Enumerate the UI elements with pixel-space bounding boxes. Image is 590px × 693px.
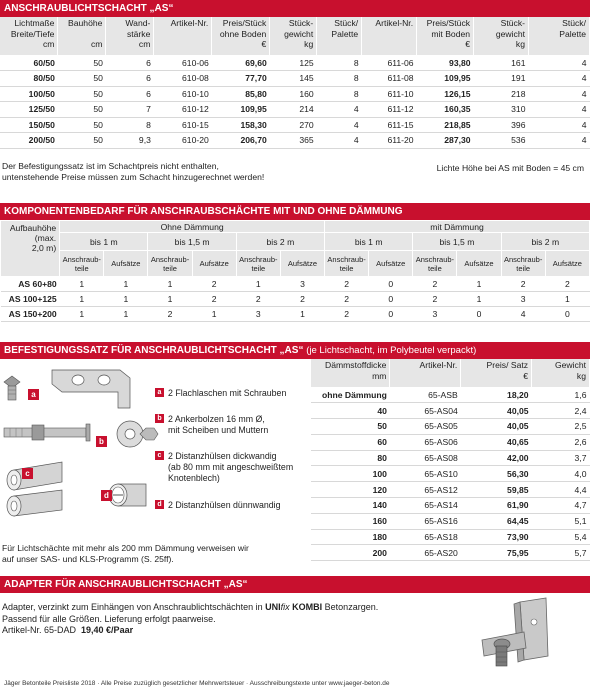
marker-d: d — [101, 490, 112, 501]
table-cell: 100/50 — [0, 86, 58, 102]
table-cell: 4 — [317, 133, 362, 149]
fastening-kit-illustration — [0, 362, 160, 527]
table-cell: 287,30 — [417, 133, 474, 149]
table-cell: 1 — [104, 292, 148, 307]
table-cell: 80/50 — [0, 71, 58, 87]
table-row — [311, 450, 590, 466]
table-cell: 2 — [501, 277, 545, 292]
table-cell: 191 — [474, 71, 529, 87]
table-row — [311, 513, 590, 529]
table-cell: 3 — [413, 307, 457, 322]
table-cell: 611-20 — [362, 133, 417, 149]
table-cell: 2 — [192, 292, 236, 307]
table-cell: 1 — [104, 307, 148, 322]
table-cell: 80 — [311, 450, 390, 466]
sub-header-anschraubteile: Anschraub- teile — [501, 251, 545, 277]
table-row — [311, 434, 590, 450]
table-cell: 200/50 — [0, 133, 58, 149]
table-cell: 365 — [270, 133, 317, 149]
table-row — [311, 419, 590, 435]
table-row — [311, 529, 590, 545]
footer: Jäger Betonteile Preisliste 2018 · Alle Preise zuzüglich gesetzlicher Mehrwertsteuer · Ausschreibungstexte unter www.jaeger-beton.de — [4, 680, 390, 687]
row-label: AS 60+80 — [1, 277, 60, 292]
table-cell: 4 — [529, 102, 590, 118]
table-cell: 7 — [106, 102, 154, 118]
column-header: Preis/Stück mit Boden € — [417, 17, 474, 55]
table-cell: 65-AS08 — [390, 450, 461, 466]
table-cell: 310 — [474, 102, 529, 118]
table-cell: 93,80 — [417, 55, 474, 71]
table-cell: 65-AS10 — [390, 466, 461, 482]
table-cell: 9,3 — [106, 133, 154, 149]
table-cell: 5,7 — [532, 545, 590, 561]
adapter-description: Adapter, verzinkt zum Einhängen von Anschraublichtschächten in UNIfix KOMBI Betonzargen. Passend für alle Größen. Lieferung erfolgt paarweise. Artikel-Nr. 65-DAD 19,40 €/Paar — [2, 602, 379, 635]
table-cell: 4 — [529, 55, 590, 71]
table-cell: 611-10 — [362, 86, 417, 102]
components-table — [0, 220, 590, 322]
legend-c: c 2 Distanzhülsen dickwandig (ab 80 mm mit angeschweißtem Knotenblech) — [155, 451, 293, 484]
table-cell: 60/50 — [0, 55, 58, 71]
legend-a: a 2 Flachlaschen mit Schrauben — [155, 388, 286, 399]
table-cell: 50 — [58, 133, 106, 149]
table-cell: 120 — [311, 482, 390, 498]
section-title-komponentenbedarf: KOMPONENTENBEDARF FÜR ANSCHRAUBSCHÄCHTE MIT UND OHNE DÄMMUNG — [0, 203, 590, 220]
corner-header: Aufbauhöhe (max. 2,0 m) — [1, 221, 60, 277]
table-cell: 1 — [236, 277, 280, 292]
table-row — [311, 387, 590, 403]
table-cell: 69,60 — [212, 55, 270, 71]
table-cell: ohne Dämmung — [311, 387, 390, 403]
sub-header-anschraubteile: Anschraub- teile — [60, 251, 104, 277]
height-header: bis 1,5 m — [148, 233, 236, 251]
group-ohne-daemmung: Ohne Dämmung — [60, 221, 325, 233]
sub-header-anschraubteile: Anschraub- teile — [236, 251, 280, 277]
table-cell: 3 — [280, 277, 324, 292]
table-cell: 1 — [457, 292, 501, 307]
table-cell: 4 — [501, 307, 545, 322]
table-cell: 65-AS05 — [390, 419, 461, 435]
table-cell: 75,95 — [461, 545, 532, 561]
table-row — [311, 545, 590, 561]
table-cell: 5,4 — [532, 529, 590, 545]
table-cell: 145 — [270, 71, 317, 87]
table-cell: 4 — [529, 117, 590, 133]
table-row — [0, 86, 590, 102]
table-cell: 8 — [317, 55, 362, 71]
sub-header-aufsaetze: Aufsätze — [192, 251, 236, 277]
table-cell: 6 — [106, 71, 154, 87]
table-cell: 8 — [106, 117, 154, 133]
table-cell: 610-12 — [154, 102, 212, 118]
table-cell: 65-AS06 — [390, 434, 461, 450]
note-daemmung: Für Lichtschächte mit mehr als 200 mm Dämmung verweisen wir auf unser SAS- und KLS-Programm (S. 25ff). — [2, 543, 249, 564]
table-cell: 2,4 — [532, 403, 590, 419]
column-header: Artikel-Nr. — [154, 17, 212, 55]
table-cell: 73,90 — [461, 529, 532, 545]
sub-header-anschraubteile: Anschraub- teile — [413, 251, 457, 277]
table-cell: 4 — [317, 117, 362, 133]
table-cell: 65-AS16 — [390, 513, 461, 529]
table-cell: 1 — [104, 277, 148, 292]
table-cell: 65-AS12 — [390, 482, 461, 498]
height-header: bis 1 m — [60, 233, 148, 251]
table-cell: 610-15 — [154, 117, 212, 133]
table-cell: 50 — [58, 102, 106, 118]
table-cell: 6 — [106, 86, 154, 102]
table-cell: 2 — [325, 292, 369, 307]
sub-header-aufsaetze: Aufsätze — [545, 251, 589, 277]
column-header: Dämmstoffdicke mm — [311, 359, 390, 387]
table-cell: 161 — [474, 55, 529, 71]
table-cell: 4,0 — [532, 466, 590, 482]
table-cell: 65-AS18 — [390, 529, 461, 545]
table-cell: 0 — [457, 307, 501, 322]
table-header — [0, 17, 590, 55]
section-title-anschraublichtschacht: ANSCHRAUBLICHTSCHACHT „AS“ — [0, 0, 590, 17]
table-cell: 2 — [545, 277, 589, 292]
table-cell: 18,20 — [461, 387, 532, 403]
column-header: Stück- gewicht kg — [474, 17, 529, 55]
table-cell: 2 — [325, 277, 369, 292]
marker-c: c — [22, 468, 33, 479]
table-cell: 3,7 — [532, 450, 590, 466]
sub-header-aufsaetze: Aufsätze — [457, 251, 501, 277]
marker-b: b — [96, 436, 107, 447]
table-cell: 65-AS20 — [390, 545, 461, 561]
adapter-icon — [462, 596, 562, 678]
legend-b: b 2 Ankerbolzen 16 mm Ø, mit Scheiben und Muttern — [155, 414, 268, 436]
column-header: Stück/ Palette — [529, 17, 590, 55]
height-header: bis 1,5 m — [413, 233, 501, 251]
sub-header-aufsaetze: Aufsätze — [104, 251, 148, 277]
table-cell: 610-08 — [154, 71, 212, 87]
row-label: AS 150+200 — [1, 307, 60, 322]
table-cell: 3 — [236, 307, 280, 322]
table-cell: 50 — [58, 71, 106, 87]
table-cell: 60 — [311, 434, 390, 450]
table-cell: 59,85 — [461, 482, 532, 498]
thick-sleeve-icon — [7, 462, 62, 516]
table-cell: 8 — [317, 86, 362, 102]
table-cell: 2,6 — [532, 434, 590, 450]
table-cell: 4 — [317, 102, 362, 118]
table-cell: 64,45 — [461, 513, 532, 529]
table-cell: 65-AS04 — [390, 403, 461, 419]
table-cell: 1 — [280, 307, 324, 322]
column-header: Stück/ Palette — [317, 17, 362, 55]
kit-price-table — [311, 359, 590, 561]
table-row — [311, 482, 590, 498]
table-cell: 2 — [280, 292, 324, 307]
table-cell: 2 — [192, 277, 236, 292]
table-cell: 4 — [529, 133, 590, 149]
table-cell: 2 — [236, 292, 280, 307]
table-row — [1, 307, 590, 322]
table-cell: 396 — [474, 117, 529, 133]
table-cell: 1 — [148, 277, 192, 292]
sub-header-aufsaetze: Aufsätze — [369, 251, 413, 277]
table-cell: 610-10 — [154, 86, 212, 102]
table-cell: 160 — [311, 513, 390, 529]
column-header: Preis/ Satz € — [461, 359, 532, 387]
sub-header-anschraubteile: Anschraub- teile — [148, 251, 192, 277]
table-row — [311, 466, 590, 482]
table-cell: 40,05 — [461, 419, 532, 435]
section-title-adapter: ADAPTER FÜR ANSCHRAUBLICHTSCHACHT „AS“ — [0, 576, 590, 593]
column-header: Artikel-Nr. — [362, 17, 417, 55]
table-cell: 0 — [545, 307, 589, 322]
column-header: Stück- gewicht kg — [270, 17, 317, 55]
table-cell: 150/50 — [0, 117, 58, 133]
table-cell: 0 — [369, 307, 413, 322]
table-row — [311, 403, 590, 419]
section-title-befestigungssatz: BEFESTIGUNGSSATZ FÜR ANSCHRAUBLICHTSCHACHT „AS“ (je Lichtschacht, im Polybeutel verpackt) — [0, 342, 590, 359]
table-cell: 3 — [501, 292, 545, 307]
table-cell: 611-08 — [362, 71, 417, 87]
table-cell: 206,70 — [212, 133, 270, 149]
table-row — [0, 117, 590, 133]
table-row — [0, 55, 590, 71]
sub-header-anschraubteile: Anschraub- teile — [325, 251, 369, 277]
table-cell: 180 — [311, 529, 390, 545]
table-cell: 0 — [369, 292, 413, 307]
table-cell: 1 — [545, 292, 589, 307]
table-cell: 2,5 — [532, 419, 590, 435]
table-cell: 140 — [311, 498, 390, 514]
column-header: Artikel-Nr. — [390, 359, 461, 387]
note-befestigung — [2, 161, 264, 183]
column-header: Gewicht kg — [532, 359, 590, 387]
table-cell: 50 — [58, 86, 106, 102]
table-cell: 1,6 — [532, 387, 590, 403]
table-cell: 610-20 — [154, 133, 212, 149]
flat-bracket-icon — [4, 370, 130, 408]
table-cell: 4 — [529, 71, 590, 87]
note-line: Der Befestigungssatz ist im Schachtpreis nicht enthalten, — [2, 161, 219, 171]
table-cell: 40 — [311, 403, 390, 419]
table-cell: 1 — [60, 277, 104, 292]
table-cell: 218,85 — [417, 117, 474, 133]
table-row — [0, 102, 590, 118]
table-cell: 109,95 — [417, 71, 474, 87]
table-cell: 61,90 — [461, 498, 532, 514]
table-cell: 1 — [192, 307, 236, 322]
table-row — [0, 71, 590, 87]
table-cell: 218 — [474, 86, 529, 102]
table-cell: 214 — [270, 102, 317, 118]
anchor-bolt-icon — [4, 421, 158, 447]
table-cell: 2 — [413, 277, 457, 292]
table-cell: 4,4 — [532, 482, 590, 498]
height-header: bis 2 m — [236, 233, 324, 251]
table-cell: 77,70 — [212, 71, 270, 87]
table-cell: 2 — [413, 292, 457, 307]
height-header: bis 2 m — [501, 233, 589, 251]
table-cell: 109,95 — [212, 102, 270, 118]
group-mit-daemmung: mit Dämmung — [325, 221, 590, 233]
table-cell: 50 — [58, 55, 106, 71]
column-header: Preis/Stück ohne Boden € — [212, 17, 270, 55]
table-cell: 200 — [311, 545, 390, 561]
table-cell: 56,30 — [461, 466, 532, 482]
table-cell: 65-ASB — [390, 387, 461, 403]
table-cell: 126,15 — [417, 86, 474, 102]
table-cell: 8 — [317, 71, 362, 87]
table-cell: 1 — [60, 307, 104, 322]
table-cell: 270 — [270, 117, 317, 133]
table-cell: 4 — [529, 86, 590, 102]
note-lichte-hoehe: Lichte Höhe bei AS mit Boden = 45 cm — [436, 163, 584, 173]
table-row — [1, 292, 590, 307]
table-cell: 65-AS14 — [390, 498, 461, 514]
table-cell: 2 — [148, 307, 192, 322]
table-row — [311, 498, 590, 514]
table-cell: 125/50 — [0, 102, 58, 118]
table-cell: 125 — [270, 55, 317, 71]
table-cell: 1 — [148, 292, 192, 307]
sub-header-aufsaetze: Aufsätze — [280, 251, 324, 277]
table-cell: 611-15 — [362, 117, 417, 133]
marker-a: a — [28, 389, 39, 400]
table-cell: 1 — [457, 277, 501, 292]
table-cell: 1 — [60, 292, 104, 307]
table-cell: 5,1 — [532, 513, 590, 529]
table-row — [1, 277, 590, 292]
height-header: bis 1 m — [325, 233, 413, 251]
table-row — [0, 133, 590, 149]
table-cell: 160 — [270, 86, 317, 102]
table-cell: 6 — [106, 55, 154, 71]
table-cell: 158,30 — [212, 117, 270, 133]
column-header: Wand- stärke cm — [106, 17, 154, 55]
table-cell: 42,00 — [461, 450, 532, 466]
note-line: untenstehende Preise müssen zum Schacht hinzugerechnet werden! — [2, 172, 265, 182]
table-cell: 536 — [474, 133, 529, 149]
table-cell: 610-06 — [154, 55, 212, 71]
thin-sleeve-icon — [109, 484, 146, 506]
table-cell: 50 — [58, 117, 106, 133]
table-cell: 160,35 — [417, 102, 474, 118]
table-cell: 611-06 — [362, 55, 417, 71]
table-cell: 85,80 — [212, 86, 270, 102]
table-cell: 0 — [369, 277, 413, 292]
legend-d: d 2 Distanzhülsen dünnwandig — [155, 500, 280, 511]
column-header: Lichtmaße Breite/Tiefe cm — [0, 17, 58, 55]
table-cell: 611-12 — [362, 102, 417, 118]
row-label: AS 100+125 — [1, 292, 60, 307]
table-cell: 40,05 — [461, 403, 532, 419]
column-header: Bauhöhe cm — [58, 17, 106, 55]
table-cell: 40,65 — [461, 434, 532, 450]
table-cell: 100 — [311, 466, 390, 482]
table-cell: 2 — [325, 307, 369, 322]
table-cell: 50 — [311, 419, 390, 435]
table-cell: 4,7 — [532, 498, 590, 514]
price-table-as — [0, 17, 590, 149]
